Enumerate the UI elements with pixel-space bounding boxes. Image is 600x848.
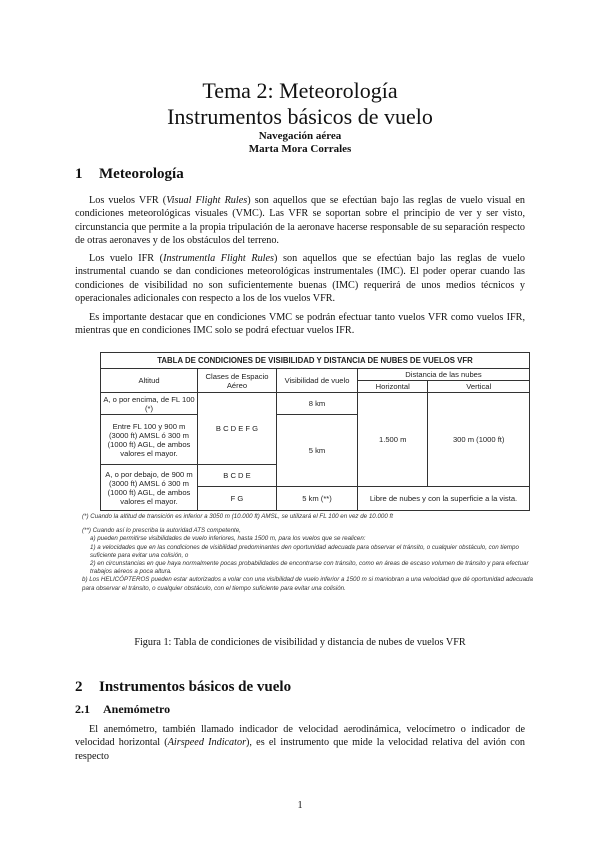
cell-r12-clases: B C D E F G <box>198 393 277 465</box>
paragraph-vmc-imc: Es importante destacar que en condiciones VMC se podrán efectuar tanto vuelos VFR como vuelos IFR, mientras que en condiciones IMC solo se podrá efectuar vuelos IFR. <box>75 312 525 337</box>
cell-r1-vis: 8 km <box>277 393 358 415</box>
section-title: Meteorología <box>99 166 184 182</box>
document-subtitle: Instrumentos básicos de vuelo <box>167 104 433 129</box>
header-vertical: Vertical <box>428 381 530 393</box>
paragraph-text: Los vuelos VFR ( <box>89 195 167 206</box>
note-5: 2) en circunstancias en que haya normalmente pocas probabilidades de encontrarse con tránsito, como en áreas de escaso volumen de tránsito y para efectuar trabajos aéreos a poca altura. <box>90 560 529 576</box>
paragraph-anemometro <box>75 723 525 763</box>
cell-r4-distance: Libre de nubes y con la superficie a la vista. <box>358 487 530 511</box>
cell-r3-altitud: A, o por debajo, de 900 m (3000 ft) AMSL ó 300 m (1000 ft) AGL, de ambos valores el mayor. <box>101 465 198 511</box>
vfr-conditions-table <box>100 352 530 511</box>
subsection-2-1-heading <box>75 702 170 717</box>
paragraph-text: ), es el instrumento que mide la velocidad relativa del avión con respecto <box>75 737 526 762</box>
paragraph-text: Los vuelo IFR ( <box>89 253 164 264</box>
cell-r4-vis: 5 km (**) <box>277 487 358 511</box>
header-distancia: Distancia de las nubes <box>358 369 530 381</box>
section-number: 2 <box>75 679 83 695</box>
header-altitud: Altitud <box>101 369 198 393</box>
note-2: (**) Cuando así lo prescriba la autoridad ATS competente, <box>82 527 241 535</box>
table-caption: TABLA DE CONDICIONES DE VISIBILIDAD Y DISTANCIA DE NUBES DE VUELOS VFR <box>101 353 530 369</box>
section-title: Instrumentos básicos de vuelo <box>99 679 292 695</box>
note-6: b) Los HELICÓPTEROS pueden estar autorizados a volar con una visibilidad de vuelo inferior a 1500 m si maniobran a una velocidad que dé oportunidad adecuada para observar el tránsito, o cualquier obstáculo, con el tiempo suficiente para evitar una colisión. <box>82 576 533 592</box>
document-title: Tema 2: Meteorología <box>202 78 398 103</box>
paragraph-vfr <box>75 194 525 248</box>
subsection-number: 2.1 <box>75 702 90 716</box>
section-1-heading <box>75 166 184 183</box>
cell-r2-altitud: Entre FL 100 y 900 m (3000 ft) AMSL ó 300 m (1000 ft) AGL, de ambos valores el mayor. <box>101 415 198 465</box>
paragraph-text: El anemómetro, también llamado indicador de velocidad aerodinámica, velocímetro o indicador de velocidad horizontal ( <box>75 724 525 749</box>
section-2-heading <box>75 679 291 696</box>
cell-r4-clases: F G <box>198 487 277 511</box>
cell-vertical-distance: 300 m (1000 ft) <box>428 393 530 487</box>
cell-r3-clases: B C D E <box>198 465 277 487</box>
section-number: 1 <box>75 166 83 182</box>
course-name: Navegación aérea <box>258 130 342 142</box>
header-clases: Clases de Espacio Aéreo <box>198 369 277 393</box>
cell-r1-altitud: A, o por encima, de FL 100 (*) <box>101 393 198 415</box>
paragraph-emphasis: Visual Flight Rules <box>166 195 248 206</box>
paragraph-ifr <box>75 252 525 306</box>
header-visibilidad: Visibilidad de vuelo <box>277 369 358 393</box>
title-block <box>0 78 600 156</box>
subsection-title: Anemómetro <box>103 702 171 716</box>
note-4: 1) a velocidades que en las condiciones de visibilidad predominantes den oportunidad adecuada para observar el tránsito, o cualquier obstáculo, con tiempo suficiente para evitar una colisión, o <box>90 543 519 559</box>
figure-1 <box>78 352 533 593</box>
paragraph-emphasis: Airspeed Indicator <box>167 737 247 749</box>
note-1: (*) Cuando la altitud de transición es inferior a 3050 m (10.000 ft) AMSL, se utilizará el FL 100 en vez de 10.000 ft <box>82 513 393 520</box>
paragraph-text: ) son aquellos que se efectúan bajo las reglas de vuelo visual en condiciones meteorológicas visuales (VMC). Las VFR se soportan sobre el principio de ver y ser visto, circunstancia que permite a la propia tripulación de la aeronave hacerse responsable de su separación respecto de otras aeronaves y de los obstáculos del terreno. <box>75 195 525 247</box>
cell-horizontal-distance: 1.500 m <box>358 393 428 487</box>
figure-caption: Figura 1: Tabla de condiciones de visibilidad y distancia de nubes de vuelos VFR <box>134 637 466 648</box>
cell-r23-vis: 5 km <box>277 415 358 487</box>
table-notes <box>82 513 542 593</box>
note-3: a) pueden permitirse visibilidades de vuelo inferiores, hasta 1500 m, para los vuelos que se realicen: <box>90 535 366 543</box>
page-number: 1 <box>297 800 303 811</box>
paragraph-emphasis: Instrumentla Flight Rules <box>163 253 274 264</box>
author-name: Marta Mora Corrales <box>248 143 352 155</box>
paragraph-text: ) son aquellos que se efectúan bajo las reglas de vuelo instrumental cuando se dan condiciones meteorológicas instrumentales (IMC). El poder operar cuando las condiciones de visibilidad no son suficientemente buenas (IMC) requerirá de unos medios técnicos y operacionales adicionales con respecto a los de los vuelos VFR. <box>75 253 525 305</box>
header-horizontal: Horizontal <box>358 381 428 393</box>
